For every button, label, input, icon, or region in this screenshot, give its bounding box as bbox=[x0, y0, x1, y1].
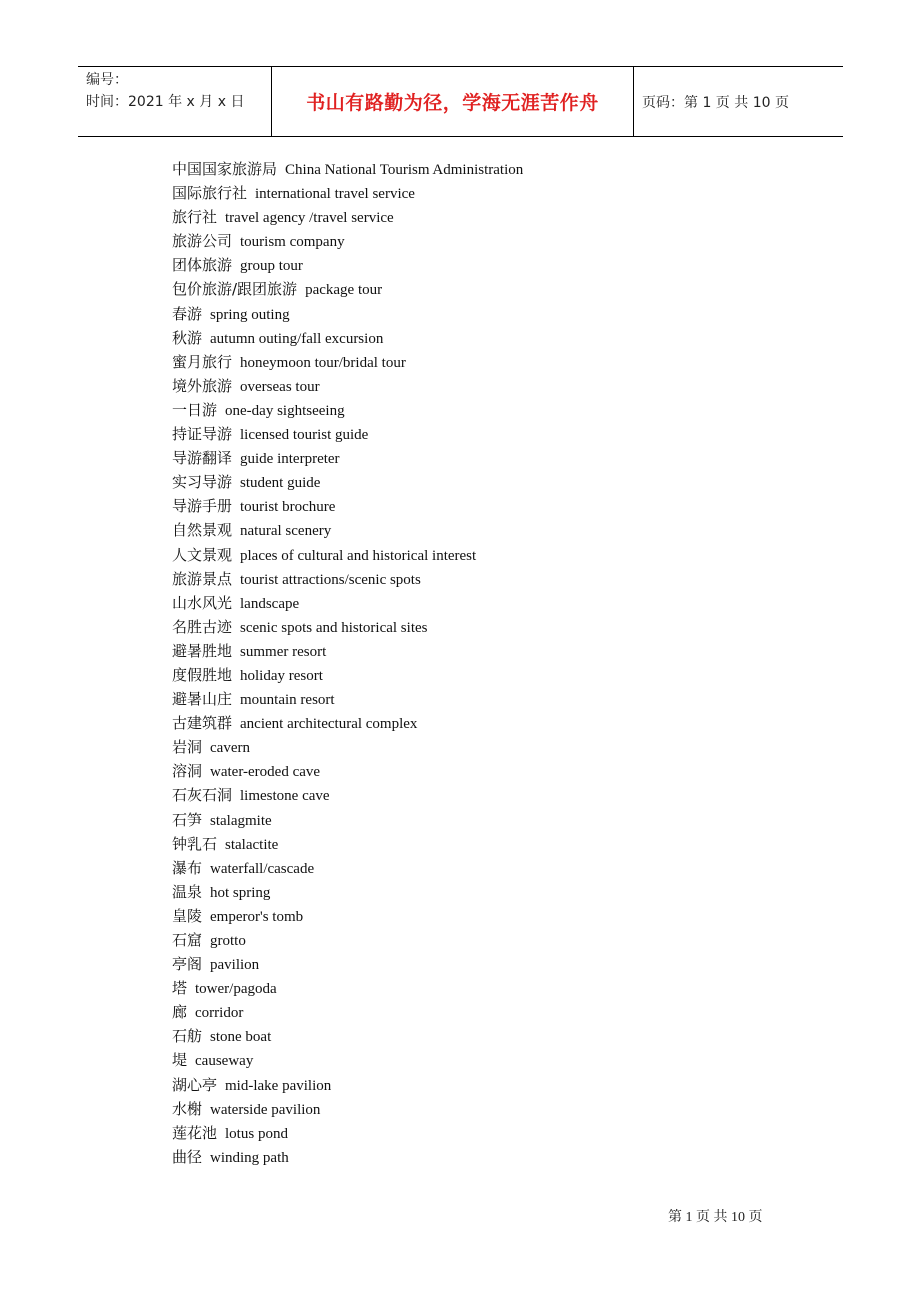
glossary-entry bbox=[172, 374, 822, 398]
term-chinese: 春游 bbox=[172, 304, 203, 323]
term-english: China National Tourism Administration bbox=[285, 162, 524, 178]
glossary-entry bbox=[172, 976, 822, 1000]
glossary-entry bbox=[172, 615, 822, 639]
term-chinese: 古建筑群 bbox=[172, 714, 233, 733]
glossary-entry bbox=[172, 543, 822, 567]
term-english: holiday resort bbox=[240, 667, 323, 684]
glossary-entry bbox=[172, 302, 822, 326]
term-english: summer resort bbox=[240, 643, 327, 660]
term-chinese: 岩洞 bbox=[172, 738, 203, 757]
term-chinese: 人文景观 bbox=[172, 545, 233, 564]
glossary-entry bbox=[172, 1121, 822, 1145]
glossary-entry bbox=[172, 494, 822, 518]
glossary-entry bbox=[172, 832, 822, 856]
term-english: grotto bbox=[210, 933, 246, 949]
term-chinese: 石灰石洞 bbox=[172, 786, 233, 805]
glossary-list bbox=[172, 157, 822, 1169]
term-chinese: 度假胜地 bbox=[172, 665, 233, 684]
header-page-number: 页码：第 1 页 共 10 页 bbox=[642, 94, 789, 111]
term-chinese: 石笋 bbox=[172, 810, 203, 829]
glossary-entry bbox=[172, 1145, 822, 1169]
term-chinese: 团体旅游 bbox=[172, 256, 233, 275]
term-english: ancient architectural complex bbox=[240, 716, 418, 733]
glossary-entry bbox=[172, 952, 822, 976]
term-chinese: 钟乳石 bbox=[172, 834, 218, 853]
term-english: pavilion bbox=[210, 957, 260, 974]
glossary-entry bbox=[172, 157, 822, 181]
term-chinese: 廊 bbox=[172, 1003, 188, 1022]
term-english: one-day sightseeing bbox=[225, 402, 345, 419]
glossary-entry bbox=[172, 856, 822, 880]
term-chinese: 包价旅游/跟团旅游 bbox=[172, 280, 298, 299]
header-meta bbox=[78, 67, 272, 136]
term-english: tourist attractions/scenic spots bbox=[240, 571, 421, 588]
term-chinese: 旅游景点 bbox=[172, 569, 233, 588]
glossary-entry bbox=[172, 928, 822, 952]
glossary-entry bbox=[172, 398, 822, 422]
term-chinese: 实习导游 bbox=[172, 473, 233, 492]
term-chinese: 塔 bbox=[172, 979, 188, 998]
term-chinese: 山水风光 bbox=[172, 593, 233, 612]
term-english: international travel service bbox=[255, 186, 415, 203]
term-english: waterfall/cascade bbox=[210, 860, 315, 877]
glossary-entry bbox=[172, 1048, 822, 1072]
glossary-entry bbox=[172, 759, 822, 783]
term-english: overseas tour bbox=[240, 378, 320, 395]
term-english: stone boat bbox=[210, 1029, 272, 1046]
term-chinese: 导游翻译 bbox=[172, 449, 233, 468]
term-english: waterside pavilion bbox=[210, 1101, 321, 1118]
term-chinese: 亭阁 bbox=[172, 955, 203, 974]
term-english: places of cultural and historical interest bbox=[240, 547, 477, 564]
term-chinese: 境外旅游 bbox=[172, 376, 233, 395]
glossary-entry bbox=[172, 639, 822, 663]
term-english: lotus pond bbox=[225, 1125, 288, 1142]
header-motto: 书山有路勤为径，学海无涯苦作舟 bbox=[272, 67, 634, 136]
term-english: guide interpreter bbox=[240, 451, 340, 468]
term-english: honeymoon tour/bridal tour bbox=[240, 354, 406, 371]
term-english: limestone cave bbox=[240, 788, 330, 805]
glossary-entry bbox=[172, 880, 822, 904]
document-date: 时间：2021 年 x 月 x 日 bbox=[86, 94, 245, 110]
glossary-entry bbox=[172, 1000, 822, 1024]
term-chinese: 一日游 bbox=[172, 400, 218, 419]
term-english: emperor's tomb bbox=[210, 908, 304, 925]
term-chinese: 皇陵 bbox=[172, 906, 203, 925]
term-chinese: 国际旅行社 bbox=[172, 184, 248, 203]
term-chinese: 避暑山庄 bbox=[172, 690, 233, 709]
term-english: cavern bbox=[210, 740, 250, 757]
term-english: mid-lake pavilion bbox=[225, 1077, 332, 1094]
term-english: winding path bbox=[210, 1149, 289, 1166]
glossary-entry bbox=[172, 422, 822, 446]
glossary-entry bbox=[172, 205, 822, 229]
term-english: package tour bbox=[305, 282, 383, 299]
glossary-entry bbox=[172, 229, 822, 253]
term-chinese: 莲花池 bbox=[172, 1123, 218, 1142]
term-chinese: 瀑布 bbox=[172, 858, 203, 877]
term-chinese: 石舫 bbox=[172, 1027, 203, 1046]
term-chinese: 导游手册 bbox=[172, 497, 233, 516]
glossary-entry bbox=[172, 808, 822, 832]
glossary-entry bbox=[172, 711, 822, 735]
glossary-entry bbox=[172, 591, 822, 615]
glossary-entry bbox=[172, 783, 822, 807]
glossary-entry bbox=[172, 567, 822, 591]
term-english: autumn outing/fall excursion bbox=[210, 330, 384, 347]
term-chinese: 中国国家旅游局 bbox=[172, 160, 278, 178]
term-chinese: 温泉 bbox=[172, 882, 203, 901]
term-chinese: 旅游公司 bbox=[172, 232, 233, 251]
term-english: group tour bbox=[240, 258, 303, 275]
glossary-entry bbox=[172, 326, 822, 350]
term-chinese: 堤 bbox=[172, 1051, 188, 1070]
term-english: tower/pagoda bbox=[195, 981, 277, 998]
term-english: student guide bbox=[240, 475, 321, 492]
term-english: tourism company bbox=[240, 234, 345, 251]
glossary-entry bbox=[172, 663, 822, 687]
term-english: travel agency /travel service bbox=[225, 210, 394, 227]
term-english: corridor bbox=[195, 1005, 244, 1022]
term-chinese: 名胜古迹 bbox=[172, 617, 233, 636]
glossary-entry bbox=[172, 518, 822, 542]
glossary-entry bbox=[172, 446, 822, 470]
term-english: natural scenery bbox=[240, 523, 332, 540]
term-chinese: 溶洞 bbox=[172, 762, 203, 781]
term-english: spring outing bbox=[210, 306, 290, 323]
glossary-entry bbox=[172, 1073, 822, 1097]
page-header bbox=[78, 66, 843, 137]
glossary-entry bbox=[172, 735, 822, 759]
term-chinese: 石窟 bbox=[172, 931, 203, 949]
term-chinese: 曲径 bbox=[172, 1147, 203, 1166]
term-chinese: 秋游 bbox=[172, 328, 203, 347]
term-english: water-eroded cave bbox=[210, 764, 321, 781]
term-english: scenic spots and historical sites bbox=[240, 619, 428, 636]
term-english: stalactite bbox=[225, 836, 279, 853]
glossary-entry bbox=[172, 470, 822, 494]
term-chinese: 湖心亭 bbox=[172, 1075, 218, 1094]
term-chinese: 蜜月旅行 bbox=[172, 352, 233, 371]
glossary-entry bbox=[172, 1024, 822, 1048]
term-chinese: 水榭 bbox=[172, 1099, 203, 1118]
term-english: licensed tourist guide bbox=[240, 427, 369, 444]
term-english: mountain resort bbox=[240, 692, 335, 709]
term-english: hot spring bbox=[210, 884, 271, 901]
term-chinese: 自然景观 bbox=[172, 521, 233, 540]
glossary-entry bbox=[172, 253, 822, 277]
glossary-entry bbox=[172, 277, 822, 301]
glossary-entry bbox=[172, 181, 822, 205]
glossary-entry bbox=[172, 687, 822, 711]
term-english: stalagmite bbox=[210, 812, 272, 829]
glossary-entry bbox=[172, 904, 822, 928]
term-english: landscape bbox=[240, 595, 300, 612]
term-chinese: 避暑胜地 bbox=[172, 641, 233, 660]
document-number-label: 编号： bbox=[86, 72, 128, 88]
term-english: tourist brochure bbox=[240, 499, 336, 516]
term-english: causeway bbox=[195, 1053, 254, 1070]
term-chinese: 持证导游 bbox=[172, 425, 233, 444]
glossary-entry bbox=[172, 1097, 822, 1121]
footer-page-number: 第 1 页 共 10 页 bbox=[668, 1210, 763, 1225]
term-chinese: 旅行社 bbox=[172, 208, 218, 227]
glossary-entry bbox=[172, 350, 822, 374]
